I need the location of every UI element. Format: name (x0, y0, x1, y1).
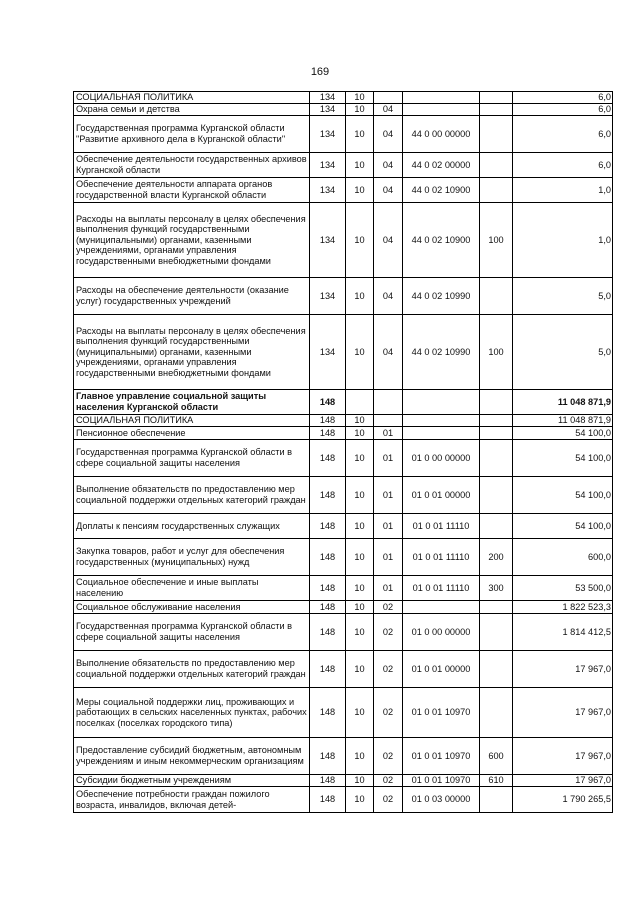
cell-amount: 17 967,0 (513, 775, 613, 787)
cell-subsection: 04 (374, 278, 403, 315)
cell-name: Охрана семьи и детства (74, 104, 310, 116)
cell-expense-type (480, 92, 513, 104)
table-row (74, 278, 613, 315)
cell-subsection: 02 (374, 601, 403, 614)
cell-section: 10 (346, 203, 374, 278)
cell-target-article: 01 0 01 11110 (403, 576, 480, 601)
cell-expense-type: 610 (480, 775, 513, 787)
cell-target-article: 01 0 01 00000 (403, 651, 480, 688)
cell-target-article (403, 415, 480, 427)
table-row (74, 688, 613, 738)
cell-name: Предоставление субсидий бюджетным, автономным учреждениям и иным некоммерческим организациям (74, 738, 310, 775)
cell-ministry-code: 148 (310, 440, 346, 477)
table-row (74, 440, 613, 477)
cell-subsection (374, 92, 403, 104)
cell-subsection (374, 390, 403, 415)
budget-table-body (74, 92, 613, 813)
cell-name: СОЦИАЛЬНАЯ ПОЛИТИКА (74, 92, 310, 104)
cell-subsection: 02 (374, 787, 403, 813)
cell-target-article: 01 0 01 10970 (403, 738, 480, 775)
cell-target-article: 44 0 00 00000 (403, 116, 480, 153)
table-row (74, 576, 613, 601)
table-row (74, 651, 613, 688)
cell-subsection: 01 (374, 539, 403, 576)
cell-target-article: 01 0 01 11110 (403, 539, 480, 576)
table-row (74, 178, 613, 203)
table-row (74, 427, 613, 440)
cell-subsection: 01 (374, 477, 403, 514)
cell-subsection: 02 (374, 738, 403, 775)
cell-target-article: 44 0 02 00000 (403, 153, 480, 178)
table-row (74, 514, 613, 539)
cell-expense-type (480, 787, 513, 813)
cell-section: 10 (346, 576, 374, 601)
cell-amount: 53 500,0 (513, 576, 613, 601)
cell-subsection: 02 (374, 688, 403, 738)
cell-amount: 5,0 (513, 315, 613, 390)
cell-section: 10 (346, 651, 374, 688)
cell-name: Государственная программа Курганской области в сфере социальной защиты населения (74, 614, 310, 651)
cell-expense-type: 100 (480, 315, 513, 390)
table-row (74, 601, 613, 614)
table-row (74, 787, 613, 813)
cell-section: 10 (346, 775, 374, 787)
cell-expense-type: 100 (480, 203, 513, 278)
cell-target-article: 01 0 00 00000 (403, 440, 480, 477)
cell-amount: 54 100,0 (513, 440, 613, 477)
cell-expense-type (480, 601, 513, 614)
cell-amount: 1 814 412,5 (513, 614, 613, 651)
cell-target-article: 01 0 00 00000 (403, 614, 480, 651)
cell-ministry-code: 148 (310, 390, 346, 415)
cell-section: 10 (346, 539, 374, 576)
table-row (74, 116, 613, 153)
cell-amount: 6,0 (513, 92, 613, 104)
cell-name: Выполнение обязательств по предоставлению мер социальной поддержки отдельных категорий граждан (74, 477, 310, 514)
cell-name: Государственная программа Курганской области в сфере социальной защиты населения (74, 440, 310, 477)
table-row (74, 92, 613, 104)
table-row (74, 415, 613, 427)
cell-target-article: 01 0 03 00000 (403, 787, 480, 813)
cell-ministry-code: 134 (310, 315, 346, 390)
cell-target-article: 01 0 01 00000 (403, 477, 480, 514)
cell-ministry-code: 134 (310, 104, 346, 116)
cell-section (346, 390, 374, 415)
cell-ministry-code: 148 (310, 576, 346, 601)
cell-subsection: 01 (374, 514, 403, 539)
cell-ministry-code: 148 (310, 688, 346, 738)
cell-target-article (403, 92, 480, 104)
cell-target-article: 44 0 02 10900 (403, 203, 480, 278)
cell-target-article: 01 0 01 10970 (403, 688, 480, 738)
cell-target-article: 01 0 01 11110 (403, 514, 480, 539)
cell-ministry-code: 148 (310, 738, 346, 775)
cell-name: Социальное обслуживание населения (74, 601, 310, 614)
cell-subsection: 02 (374, 614, 403, 651)
cell-section: 10 (346, 601, 374, 614)
cell-expense-type (480, 477, 513, 514)
table-row (74, 203, 613, 278)
cell-amount: 1,0 (513, 203, 613, 278)
cell-expense-type (480, 178, 513, 203)
cell-section: 10 (346, 688, 374, 738)
cell-amount: 17 967,0 (513, 651, 613, 688)
cell-expense-type (480, 278, 513, 315)
cell-ministry-code: 148 (310, 787, 346, 813)
cell-amount: 17 967,0 (513, 688, 613, 738)
cell-target-article (403, 601, 480, 614)
cell-amount: 11 048 871,9 (513, 390, 613, 415)
cell-section: 10 (346, 116, 374, 153)
cell-name: Доплаты к пенсиям государственных служащих (74, 514, 310, 539)
cell-amount: 17 967,0 (513, 738, 613, 775)
cell-expense-type (480, 651, 513, 688)
cell-name: Обеспечение деятельности аппарата органов государственной власти Курганской области (74, 178, 310, 203)
cell-section: 10 (346, 787, 374, 813)
budget-table (73, 91, 613, 813)
table-row (74, 477, 613, 514)
cell-subsection: 04 (374, 104, 403, 116)
page-number: 169 (310, 66, 330, 78)
cell-ministry-code: 148 (310, 539, 346, 576)
cell-section: 10 (346, 477, 374, 514)
cell-section: 10 (346, 514, 374, 539)
cell-section: 10 (346, 415, 374, 427)
cell-ministry-code: 148 (310, 601, 346, 614)
cell-ministry-code: 148 (310, 514, 346, 539)
cell-ministry-code: 148 (310, 427, 346, 440)
cell-ministry-code: 148 (310, 477, 346, 514)
cell-expense-type (480, 390, 513, 415)
cell-amount: 1 790 265,5 (513, 787, 613, 813)
table-row (74, 390, 613, 415)
cell-ministry-code: 134 (310, 203, 346, 278)
cell-subsection: 01 (374, 427, 403, 440)
cell-ministry-code: 134 (310, 116, 346, 153)
cell-section: 10 (346, 178, 374, 203)
cell-expense-type (480, 688, 513, 738)
cell-expense-type (480, 104, 513, 116)
cell-amount: 6,0 (513, 104, 613, 116)
cell-expense-type (480, 415, 513, 427)
cell-name: Государственная программа Курганской области "Развитие архивного дела в Курганской области" (74, 116, 310, 153)
cell-ministry-code: 148 (310, 651, 346, 688)
cell-name: Субсидии бюджетным учреждениям (74, 775, 310, 787)
cell-subsection (374, 415, 403, 427)
cell-amount: 600,0 (513, 539, 613, 576)
cell-ministry-code: 134 (310, 178, 346, 203)
cell-subsection: 04 (374, 116, 403, 153)
cell-target-article (403, 390, 480, 415)
cell-subsection: 01 (374, 576, 403, 601)
cell-subsection: 04 (374, 203, 403, 278)
cell-name: Закупка товаров, работ и услуг для обеспечения государственных (муниципальных) нужд (74, 539, 310, 576)
cell-ministry-code: 148 (310, 415, 346, 427)
cell-name: СОЦИАЛЬНАЯ ПОЛИТИКА (74, 415, 310, 427)
table-row (74, 539, 613, 576)
cell-expense-type: 200 (480, 539, 513, 576)
cell-expense-type (480, 614, 513, 651)
cell-amount: 1,0 (513, 178, 613, 203)
table-row (74, 153, 613, 178)
cell-target-article: 01 0 01 10970 (403, 775, 480, 787)
cell-expense-type (480, 440, 513, 477)
table-row (74, 738, 613, 775)
cell-name: Обеспечение потребности граждан пожилого возраста, инвалидов, включая детей- (74, 787, 310, 813)
cell-expense-type (480, 514, 513, 539)
cell-amount: 11 048 871,9 (513, 415, 613, 427)
cell-name: Обеспечение деятельности государственных архивов Курганской области (74, 153, 310, 178)
cell-subsection: 04 (374, 178, 403, 203)
cell-amount: 54 100,0 (513, 514, 613, 539)
cell-section: 10 (346, 92, 374, 104)
cell-expense-type (480, 427, 513, 440)
cell-target-article: 44 0 02 10990 (403, 278, 480, 315)
table-row (74, 315, 613, 390)
cell-ministry-code: 148 (310, 614, 346, 651)
cell-amount: 1 822 523,3 (513, 601, 613, 614)
cell-subsection: 02 (374, 651, 403, 688)
cell-subsection: 04 (374, 315, 403, 390)
cell-amount: 54 100,0 (513, 477, 613, 514)
cell-subsection: 04 (374, 153, 403, 178)
cell-name: Расходы на выплаты персоналу в целях обеспечения выполнения функций государственными (муниципальными) органами, казенными учреждениями, органами управления государственными внебюджетными фондами (74, 203, 310, 278)
cell-name: Расходы на обеспечение деятельности (оказание услуг) государственных учреждений (74, 278, 310, 315)
cell-section: 10 (346, 427, 374, 440)
cell-ministry-code: 134 (310, 278, 346, 315)
cell-target-article (403, 104, 480, 116)
table-row (74, 775, 613, 787)
cell-section: 10 (346, 738, 374, 775)
cell-expense-type (480, 116, 513, 153)
cell-name: Пенсионное обеспечение (74, 427, 310, 440)
cell-name: Выполнение обязательств по предоставлению мер социальной поддержки отдельных категорий граждан (74, 651, 310, 688)
cell-expense-type: 600 (480, 738, 513, 775)
cell-name: Расходы на выплаты персоналу в целях обеспечения выполнения функций государственными (муниципальными) органами, казенными учреждениями, органами управления государственными внебюджетными фондами (74, 315, 310, 390)
cell-name: Меры социальной поддержки лиц, проживающих и работающих в сельских населенных пунктах, рабочих поселках (поселках городского типа) (74, 688, 310, 738)
cell-section: 10 (346, 278, 374, 315)
cell-subsection: 01 (374, 440, 403, 477)
cell-section: 10 (346, 153, 374, 178)
cell-name: Главное управление социальной защиты населения Курганской области (74, 390, 310, 415)
cell-amount: 6,0 (513, 153, 613, 178)
cell-amount: 5,0 (513, 278, 613, 315)
cell-ministry-code: 134 (310, 153, 346, 178)
cell-subsection: 02 (374, 775, 403, 787)
cell-expense-type: 300 (480, 576, 513, 601)
cell-section: 10 (346, 315, 374, 390)
cell-amount: 54 100,0 (513, 427, 613, 440)
cell-target-article (403, 427, 480, 440)
cell-section: 10 (346, 440, 374, 477)
cell-target-article: 44 0 02 10900 (403, 178, 480, 203)
cell-amount: 6,0 (513, 116, 613, 153)
cell-ministry-code: 134 (310, 92, 346, 104)
cell-expense-type (480, 153, 513, 178)
cell-name: Социальное обеспечение и иные выплаты населению (74, 576, 310, 601)
cell-ministry-code: 148 (310, 775, 346, 787)
table-row (74, 614, 613, 651)
cell-target-article: 44 0 02 10990 (403, 315, 480, 390)
cell-section: 10 (346, 104, 374, 116)
table-row (74, 104, 613, 116)
cell-section: 10 (346, 614, 374, 651)
